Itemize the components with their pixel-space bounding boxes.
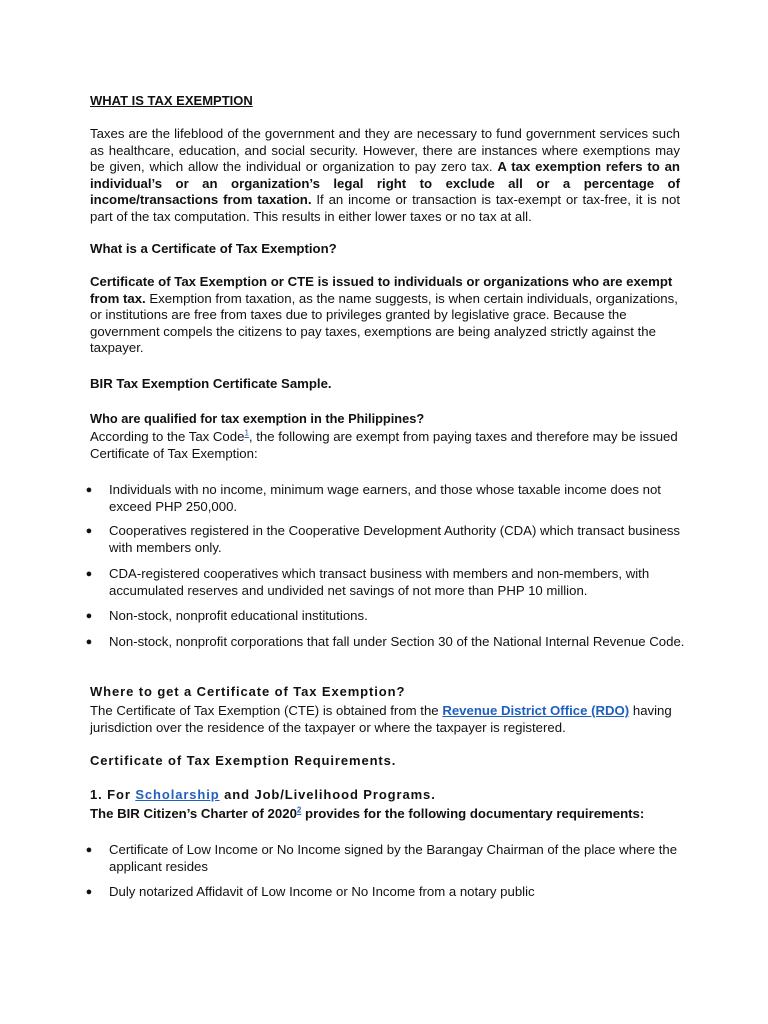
requirements-heading: Certificate of Tax Exemption Requirements.	[90, 753, 397, 768]
cte-paragraph	[90, 274, 680, 357]
list-item: ● Duly notarized Affidavit of Low Income or No Income from a notary public	[85, 884, 535, 899]
bullet-icon: ●	[85, 844, 93, 856]
cte-body: Exemption from taxation, as the name suggests, is when certain individuals, organizations, or institutions are free from taxes due to privileges granted by legislative grace. Because the government compels the citizens to pay taxes, exemptions are being analyzed strictly against the taxpayer.	[90, 290, 678, 355]
list-item: ● Certificate of Low Income or No Income signed by the Barangay Chairman of the place where the applicant resides	[85, 842, 678, 874]
qualified-list	[85, 482, 685, 515]
list-item: ● Cooperatives registered in the Cooperative Development Authority (CDA) which transact business with members only.	[85, 523, 681, 555]
rdo-link[interactable]: Revenue District Office (RDO)	[442, 703, 630, 718]
bullet-icon: ●	[85, 568, 93, 580]
charter-line: The BIR Citizen’s Charter of 2020$^2$ provides for the following documentary requirements:	[90, 805, 645, 821]
cte-heading: What is a Certificate of Tax Exemption?	[90, 241, 337, 256]
scholarship-link[interactable]: Scholarship	[135, 787, 220, 802]
intro-paragraph	[90, 126, 680, 225]
bullet-icon: ●	[85, 886, 93, 898]
where-heading: Where to get a Certificate of Tax Exemption?	[90, 684, 406, 699]
bullet-icon: ●	[85, 484, 93, 496]
bullet-icon: ●	[85, 610, 93, 622]
list-item: ● CDA-registered cooperatives which transact business with members and non-members, with accumulated reserves and undivided net savings of not more than PHP 10 million.	[85, 566, 650, 598]
requirements-list	[85, 842, 685, 875]
footnote-1-link[interactable]: 1	[244, 428, 249, 438]
list-item: ● Individuals with no income, minimum wage earners, and those whose taxable income does not exceed PHP 250,000.	[85, 482, 661, 514]
list-item: ● Non-stock, nonprofit educational institutions.	[85, 608, 368, 623]
bullet-icon: ●	[85, 636, 93, 648]
scholarship-subheading: 1. For Scholarship and Job/Livelihood Programs.	[90, 787, 436, 802]
intro-bold-definition: A tax exemption refers to an individual’s or an organization’s legal right to exclude all or a percentage of income/transactions from taxation.	[90, 159, 680, 207]
cte-bold-lead: Certificate of Tax Exemption or CTE is issued to individuals or organizations who are exempt from tax.	[90, 274, 673, 306]
sample-heading: BIR Tax Exemption Certificate Sample.	[90, 376, 332, 391]
intro-tail: If an income or transaction is tax-exempt or tax-free, it is not part of the tax computation. This results in either lower taxes or no tax at all.	[90, 192, 680, 224]
page-title: WHAT IS TAX EXEMPTION	[90, 93, 253, 108]
where-paragraph: The Certificate of Tax Exemption (CTE) is obtained from the Revenue District Office (RDO) having jurisdiction over the residence of the taxpayer or where the taxpayer is registered.	[90, 703, 672, 735]
qualified-heading: Who are qualified for tax exemption in the Philippines?	[90, 411, 425, 426]
bullet-icon: ●	[85, 525, 93, 537]
footnote-2-link[interactable]: 2	[296, 805, 302, 815]
qualified-lead: According to the Tax Code$^1$, the following are exempt from paying taxes and therefore may be issued Certificate of Tax Exemption:	[90, 428, 678, 461]
intro-text: Taxes are the lifeblood of the government and they are necessary to fund government services such as healthcare, education, and social security. However, there are instances where exemptions may be given, which allow the individual or organization to pay zero tax.	[90, 126, 680, 174]
list-item: ● Non-stock, nonprofit corporations that fall under Section 30 of the National Internal Revenue Code.	[85, 634, 685, 649]
